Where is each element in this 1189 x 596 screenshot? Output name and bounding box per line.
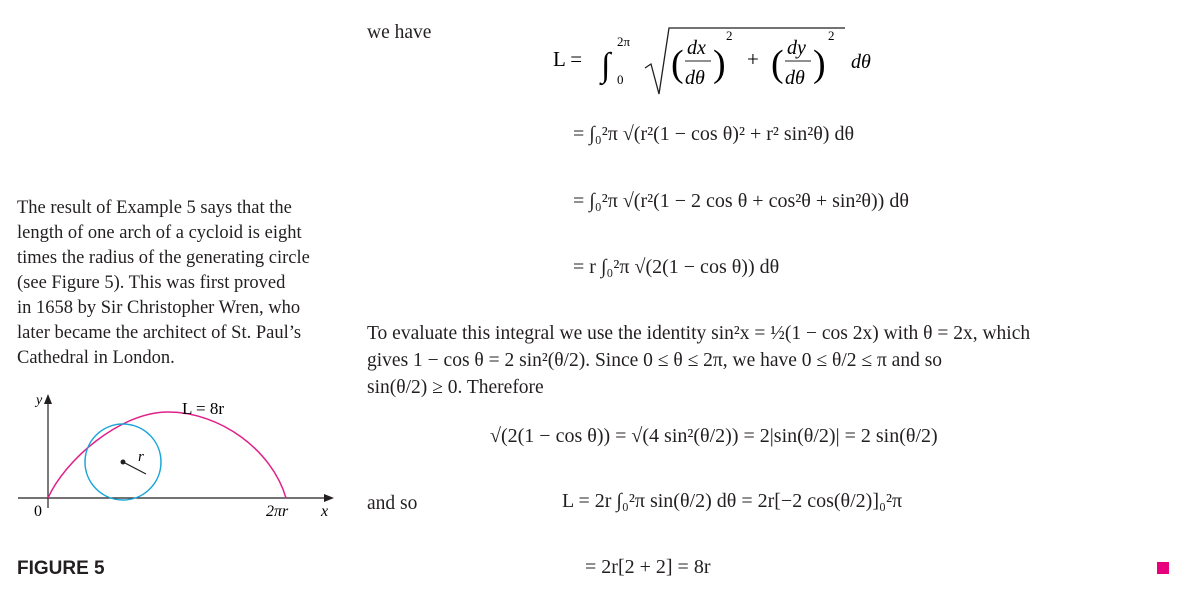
identity-equation: √(2(1 − cos θ)) = √(4 sin²(θ/2)) = 2|sin(θ/2)| = 2 sin(θ/2) [490,425,938,447]
x-axis-label: x [321,503,329,520]
margin-note-line: The result of Example 5 says that the [17,198,292,218]
x-end-label: 2πr [266,503,289,520]
exponent: 2 [828,28,835,43]
formula-lhs: L = [553,47,583,71]
integral-lower: 0 [617,72,624,87]
margin-note-line: (see Figure 5). This was first proved [17,273,286,293]
end-of-solution-mark [1157,562,1169,574]
margin-note-line: later became the architect of St. Paul’s [17,323,302,343]
paren: ( [671,43,684,85]
y-axis-arrow [44,394,52,404]
margin-note-line: length of one arch of a cycloid is eight [17,223,302,243]
radius-label: r [138,449,144,465]
equation-line-3: = ∫₀²π √(r²(1 − 2 cos θ + cos²θ + sin²θ)) dθ [573,190,909,212]
final-equation-1: L = 2r ∫₀²π sin(θ/2) dθ = 2r[−2 cos(θ/2)]₀²π [562,490,903,512]
arc-length-formula [545,24,875,100]
cycloid-curve [48,412,286,498]
equation-line-2: = ∫₀²π √(r²(1 − cos θ)² + r² sin²θ) dθ [573,123,855,145]
frac-den: dθ [685,67,705,89]
circle-center [121,460,126,465]
cycloid-figure [10,390,350,530]
paren: ) [813,43,826,85]
and-so-text: and so [367,493,418,514]
paren: ( [771,43,784,85]
plus: + [747,47,759,71]
margin-note-line: Cathedral in London. [17,348,175,368]
y-axis-label: y [36,393,43,408]
explanation-paragraph [367,320,1030,401]
final-equation-2: = 2r[2 + 2] = 8r [585,556,711,578]
frac-num: dx [687,37,706,59]
frac-den: dθ [785,67,805,89]
x-axis-arrow [324,494,334,502]
we-have-text: we have [367,22,432,43]
frac-num: dy [787,37,806,59]
integral-sign: ∫ [601,47,611,84]
integral-upper: 2π [617,34,631,49]
margin-note-line: in 1658 by Sir Christopher Wren, who [17,298,301,318]
exponent: 2 [726,28,733,43]
margin-note [17,196,352,371]
figure-caption: FIGURE 5 [17,558,105,579]
differential: dθ [851,51,871,73]
equation-line-4: = r ∫₀²π √(2(1 − cos θ)) dθ [573,256,780,278]
explanation-line: gives 1 − cos θ = 2 sin²(θ/2). Since 0 ≤ θ ≤ 2π, we have 0 ≤ θ/2 ≤ π and so [367,350,943,371]
explanation-line: sin(θ/2) ≥ 0. Therefore [367,377,544,398]
curve-label: L = 8r [182,399,225,418]
origin-label: 0 [34,503,42,520]
margin-note-line: times the radius of the generating circle [17,248,310,268]
paren: ) [713,43,726,85]
explanation-line: To evaluate this integral we use the identity sin²x = ½(1 − cos 2x) with θ = 2x, which [367,323,1031,344]
